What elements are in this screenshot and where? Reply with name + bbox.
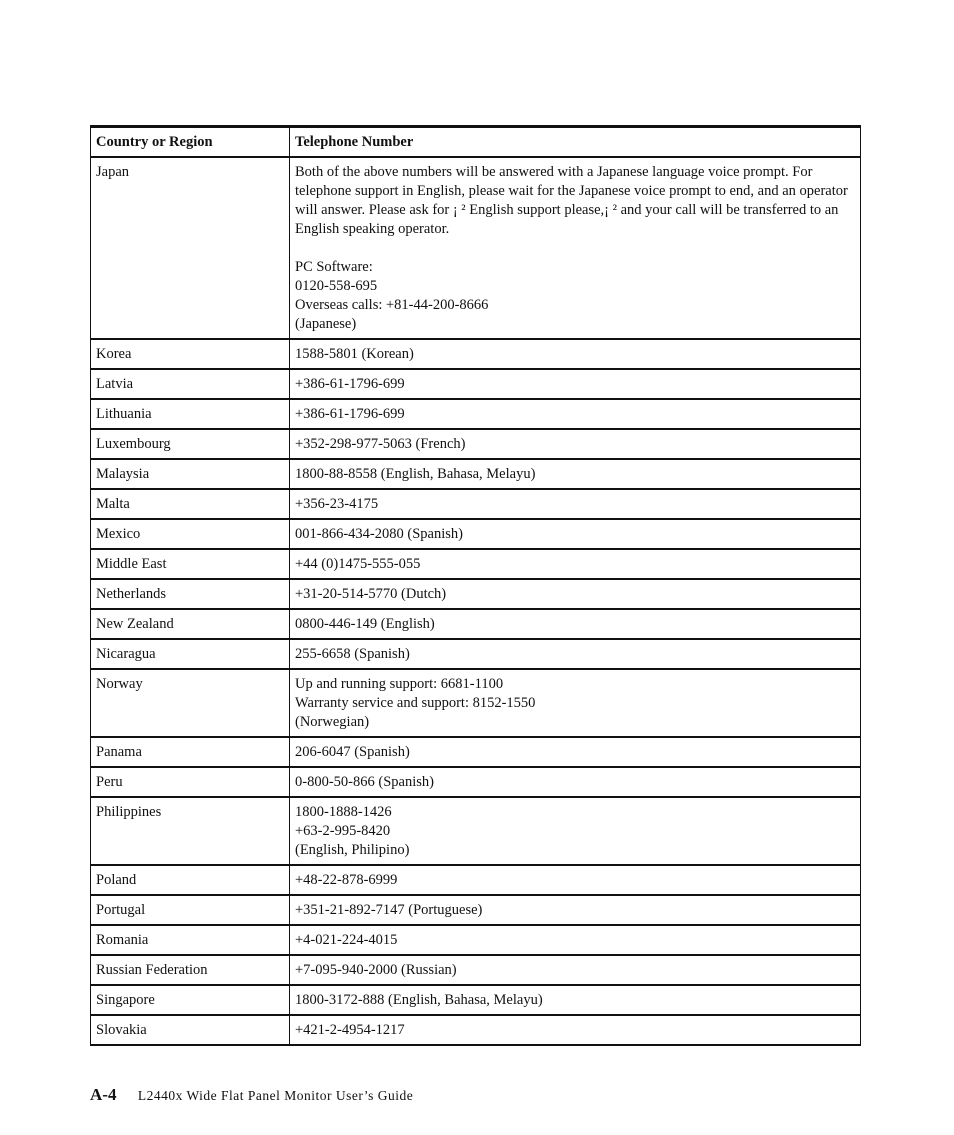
table-row <box>91 609 861 639</box>
phone-cell: 1588-5801 (Korean) <box>290 339 861 369</box>
table-row <box>91 369 861 399</box>
country-cell: Latvia <box>91 369 290 399</box>
country-cell: Luxembourg <box>91 429 290 459</box>
table-row <box>91 399 861 429</box>
country-cell: Malta <box>91 489 290 519</box>
country-cell: Middle East <box>91 549 290 579</box>
country-cell: Norway <box>91 669 290 737</box>
support-phone-table <box>90 125 861 1046</box>
table-row <box>91 639 861 669</box>
page-number: A-4 <box>90 1085 117 1104</box>
phone-cell: 206-6047 (Spanish) <box>290 737 861 767</box>
country-cell: Korea <box>91 339 290 369</box>
phone-cell: +48-22-878-6999 <box>290 865 861 895</box>
phone-cell: 1800-3172-888 (English, Bahasa, Melayu) <box>290 985 861 1015</box>
phone-cell: 255-6658 (Spanish) <box>290 639 861 669</box>
country-cell: Lithuania <box>91 399 290 429</box>
phone-cell: +44 (0)1475-555-055 <box>290 549 861 579</box>
table-row <box>91 579 861 609</box>
table-row <box>91 429 861 459</box>
phone-cell: Both of the above numbers will be answered with a Japanese language voice prompt. For telephone support in English, please wait for the Japanese voice prompt to end, and an operator will answer. Please ask for ¡ ² English support please,¡ ² and your call will be transferred to an English speaking operator. PC Software: 0120-558-695 Overseas calls: +81-44-200-8666 (Japanese) <box>290 157 861 339</box>
phone-cell: +421-2-4954-1217 <box>290 1015 861 1045</box>
table-row <box>91 767 861 797</box>
phone-cell: +4-021-224-4015 <box>290 925 861 955</box>
phone-cell: +31-20-514-5770 (Dutch) <box>290 579 861 609</box>
phone-cell: Up and running support: 6681-1100 Warranty service and support: 8152-1550 (Norwegian) <box>290 669 861 737</box>
country-cell: Romania <box>91 925 290 955</box>
table-header <box>91 127 861 158</box>
country-cell: Portugal <box>91 895 290 925</box>
country-cell: Russian Federation <box>91 955 290 985</box>
table-row <box>91 519 861 549</box>
phone-cell: +7-095-940-2000 (Russian) <box>290 955 861 985</box>
country-cell: New Zealand <box>91 609 290 639</box>
header-country: Country or Region <box>91 127 290 158</box>
table-row <box>91 955 861 985</box>
header-phone: Telephone Number <box>290 127 861 158</box>
phone-cell: 001-866-434-2080 (Spanish) <box>290 519 861 549</box>
document-title: L2440x Wide Flat Panel Monitor User’s Guide <box>137 1088 414 1103</box>
country-cell: Slovakia <box>91 1015 290 1045</box>
country-cell: Mexico <box>91 519 290 549</box>
table-row <box>91 459 861 489</box>
country-cell: Malaysia <box>91 459 290 489</box>
country-cell: Philippines <box>91 797 290 865</box>
country-cell: Japan <box>91 157 290 339</box>
table-row <box>91 985 861 1015</box>
table-row <box>91 865 861 895</box>
table-row <box>91 895 861 925</box>
phone-cell: +351-21-892-7147 (Portuguese) <box>290 895 861 925</box>
table-row <box>91 489 861 519</box>
country-cell: Nicaragua <box>91 639 290 669</box>
country-cell: Netherlands <box>91 579 290 609</box>
phone-cell: 0-800-50-866 (Spanish) <box>290 767 861 797</box>
phone-cell: +352-298-977-5063 (French) <box>290 429 861 459</box>
country-cell: Peru <box>91 767 290 797</box>
table-row <box>91 669 861 737</box>
table-row <box>91 157 861 339</box>
table-row <box>91 1015 861 1045</box>
country-cell: Singapore <box>91 985 290 1015</box>
phone-cell: 0800-446-149 (English) <box>290 609 861 639</box>
table-body <box>91 157 861 1045</box>
phone-cell: +386-61-1796-699 <box>290 369 861 399</box>
table-row <box>91 797 861 865</box>
table-row <box>91 549 861 579</box>
page-footer <box>90 1085 413 1105</box>
country-cell: Poland <box>91 865 290 895</box>
table-row <box>91 925 861 955</box>
phone-cell: +356-23-4175 <box>290 489 861 519</box>
country-cell: Panama <box>91 737 290 767</box>
table-row <box>91 737 861 767</box>
header-row <box>91 127 861 158</box>
phone-cell: +386-61-1796-699 <box>290 399 861 429</box>
phone-cell: 1800-1888-1426 +63-2-995-8420 (English, Philipino) <box>290 797 861 865</box>
table-row <box>91 339 861 369</box>
phone-cell: 1800-88-8558 (English, Bahasa, Melayu) <box>290 459 861 489</box>
